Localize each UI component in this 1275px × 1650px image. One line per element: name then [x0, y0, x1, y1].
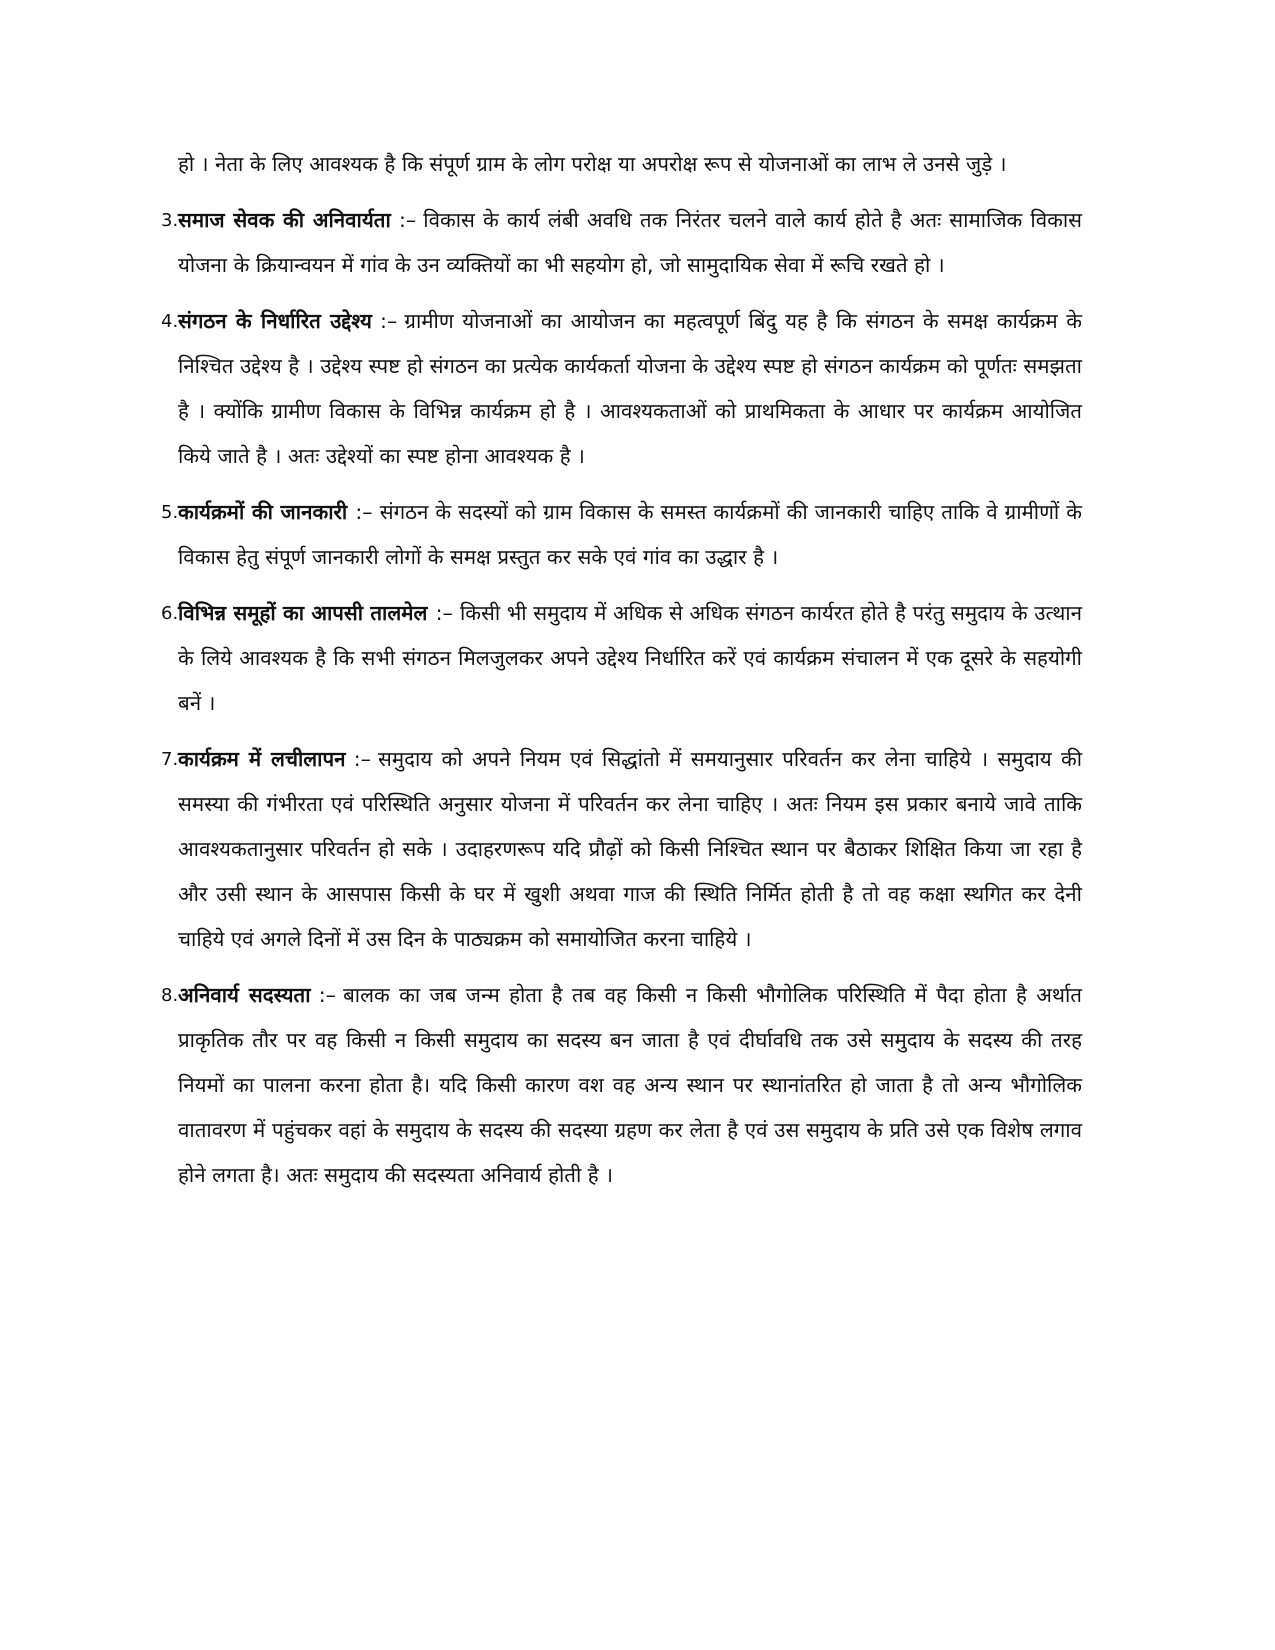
- item-separator: :–: [353, 747, 371, 771]
- item-heading: कार्यक्रम में लचीलापन: [178, 747, 346, 771]
- item-text: किसी भी समुदाय में अधिक से अधिक संगठन कार्यरत होते है परंतु समुदाय के उत्थान के लिये आवश्यक है कि सभी संगठन मिलजुलकर अपने उद्देश्य निर्धारित करें एवं कार्यक्रम संचालन में एक दूसरे के सहयोगी बनें ।: [178, 601, 1082, 715]
- item-text: विकास के कार्य लंबी अवधि तक निरंतर चलने वाले कार्य होते है अतः सामाजिक विकास योजना के क्रियान्वयन में गांव के उन व्यक्तियों का भी सहयोग हो, जो सामुदायिक सेवा में रूचि रखते हो ।: [178, 208, 1082, 277]
- item-text: संगठन के सदस्यों को ग्राम विकास के समस्त कार्यक्रमों की जानकारी चाहिए ताकि वे ग्रामीणों के विकास हेतु संपूर्ण जानकारी लोगों के समक्ष प्रस्तुत कर सके एवं गांव का उद्धार है ।: [178, 500, 1082, 569]
- item-separator: :–: [380, 309, 398, 333]
- item-separator: :–: [318, 983, 336, 1007]
- item-text: बालक का जब जन्म होता है तब वह किसी न किसी भौगोलिक परिस्थिति में पैदा होता है अर्थात प्राकृतिक तौर पर वह किसी न किसी समुदाय का सदस्य बन जाता है एवं दीर्घावधि तक उसे समुदाय के सदस्य की तरह नियमों का पालना करना होता है। यदि किसी कारण वश वह अन्य स्थान पर स्थानांतरित हो जाता है तो अन्य भौगोलिक वातावरण में पहुंचकर वहां के समुदाय के सदस्य की सदस्या ग्रहण कर लेता है एवं उस समुदाय के प्रति उसे एक विशेष लगाव होने लगता है। अतः समुदाय की सदस्यता अनिवार्य होती है ।: [178, 983, 1082, 1187]
- item-separator: :–: [355, 500, 373, 524]
- item-text: समुदाय को अपने नियम एवं सिद्धांतो में समयानुसार परिवर्तन कर लेना चाहिये । समुदाय की समस्या की गंभीरता एवं परिस्थिति अनुसार योजना में परिवर्तन कर लेना चाहिए । अतः नियम इस प्रकार बनाये जावे ताकि आवश्यकतानुसार परिवर्तन हो सके । उदाहरणरूप यदि प्रौढ़ों को किसी निश्चित स्थान पर बैठाकर शिक्षित किया जा रहा है और उसी स्थान के आसपास किसी के घर में खुशी अथवा गाज की स्थिति निर्मित होती है तो वह कक्षा स्थगित कर देनी चाहिये एवं अगले दिनों में उस दिन के पाठ्यक्रम को समायोजित करना चाहिये ।: [178, 747, 1082, 951]
- intro-paragraph: हो । नेता के लिए आवश्यक है कि संपूर्ण ग्राम के लोग परोक्ष या अपरोक्ष रूप से योजनाओं का लाभ ले उनसे जुड़े ।: [178, 152, 1007, 176]
- list-item-8: [161, 973, 1082, 1198]
- item-heading: कार्यक्रमों की जानकारी: [178, 500, 348, 524]
- item-heading: समाज सेवक की अनिवार्यता: [178, 208, 391, 232]
- list-item-3: [161, 198, 1082, 288]
- item-number: 5.: [161, 502, 179, 523]
- item-separator: :–: [435, 601, 453, 625]
- item-heading: अनिवार्य सदस्यता: [178, 983, 311, 1007]
- item-text: ग्रामीण योजनाओं का आयोजन का महत्वपूर्ण बिंदु यह है कि संगठन के समक्ष कार्यक्रम के निश्चित उद्देश्य है । उद्देश्य स्पष्ट हो संगठन का प्रत्येक कार्यकर्ता योजना के उद्देश्य स्पष्ट हो संगठन कार्यक्रम को पूर्णतः समझता है । क्योंकि ग्रामीण विकास के विभिन्न कार्यक्रम हो है । आवश्यकताओं को प्राथमिकता के आधार पर कार्यक्रम आयोजित किये जाते है । अतः उद्देश्यों का स्पष्ट होना आवश्यक है ।: [178, 309, 1082, 468]
- list-item-5: [161, 490, 1082, 580]
- item-heading: विभिन्न समूहों का आपसी तालमेल: [178, 601, 428, 625]
- list-item-6: [161, 591, 1082, 726]
- item-separator: :–: [398, 208, 417, 232]
- item-number: 4.: [161, 311, 179, 332]
- page-body: [161, 142, 1082, 1198]
- item-number: 8.: [161, 985, 179, 1006]
- item-number: 6.: [161, 603, 179, 624]
- list-item-7: [161, 737, 1082, 962]
- item-number: 7.: [161, 749, 179, 770]
- item-number: 3.: [161, 210, 179, 231]
- item-heading: संगठन के निर्धारित उद्देश्य: [178, 309, 372, 333]
- list-item-4: [161, 299, 1082, 479]
